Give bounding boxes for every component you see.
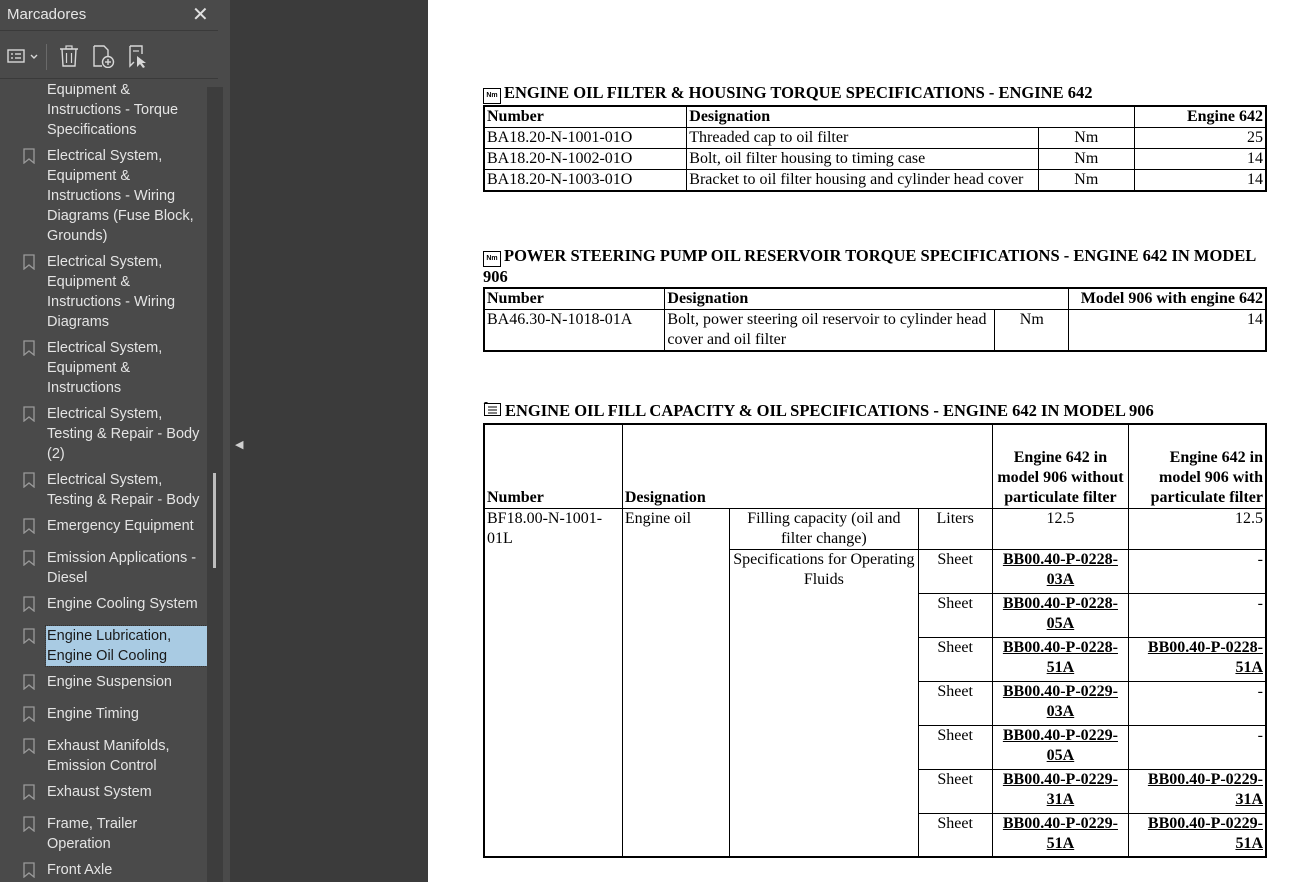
bookmark-label: Electrical System, Testing & Repair - Body [47, 472, 200, 508]
power-steering-torque-table [483, 287, 1267, 352]
torque-nm-icon: Nm [483, 251, 501, 267]
cell-designation: Bolt, oil filter housing to timing case [687, 149, 1038, 170]
cell-unit: Sheet [918, 769, 992, 813]
bookmark-icon [23, 340, 35, 356]
find-bookmark-icon[interactable] [126, 44, 152, 68]
sheet-link[interactable]: BB00.40-P-0229-03A [1002, 682, 1118, 720]
sheet-link[interactable]: BB00.40-P-0228-51A [1002, 638, 1118, 676]
cell-unit: Sheet [918, 681, 992, 725]
section-title-text: ENGINE OIL FILTER & HOUSING TORQUE SPECIFICATIONS - ENGINE 642 [504, 83, 1093, 102]
cell-value: - [1129, 549, 1266, 593]
bookmark-icon [23, 706, 35, 722]
bookmark-icon [23, 674, 35, 690]
cell-value: 14 [1134, 149, 1266, 170]
bookmark-label: Frame, Trailer Operation [47, 816, 138, 852]
header-designation: Designation [622, 424, 992, 508]
torque-nm-icon: Nm [483, 88, 501, 104]
bookmark-label: Electrical System, Equipment & Instructions - Wiring Diagrams (Fuse Block, Grounds) [47, 148, 194, 244]
bookmarks-title: Marcadores [7, 6, 87, 23]
cell-unit: Nm [1038, 170, 1134, 192]
bookmark-label: Engine Cooling System [47, 596, 198, 612]
table-header-row [484, 106, 1266, 128]
cell-unit: Sheet [918, 725, 992, 769]
bookmark-icon [23, 628, 35, 644]
cell-unit: Liters [918, 508, 992, 549]
scrollbar-thumb[interactable] [213, 473, 216, 568]
bookmark-icon [23, 550, 35, 566]
sheet-link[interactable]: BB00.40-P-0228-51A [1147, 638, 1263, 676]
bookmark-icon [23, 596, 35, 612]
sheet-link[interactable]: BB00.40-P-0229-31A [1002, 770, 1118, 808]
bookmark-icon [23, 784, 35, 800]
cell-number: BA18.20-N-1001-01O [484, 128, 687, 149]
bookmark-label: Equipment & Instructions - Torque Specifications [47, 84, 179, 138]
cell-unit: Nm [1038, 128, 1134, 149]
bookmark-label: Engine Lubrication, Engine Oil Cooling [46, 626, 207, 666]
sheet-link[interactable]: BB00.40-P-0228-03A [1002, 550, 1118, 588]
cell-value: 12.5 [992, 508, 1128, 549]
panel-splitter[interactable] [230, 0, 248, 882]
cell-value: 25 [1134, 128, 1266, 149]
cell-unit: Sheet [918, 549, 992, 593]
bookmark-icon [23, 518, 35, 534]
bookmark-label: Electrical System, Equipment & Instructions - Wiring Diagrams [47, 254, 176, 330]
cell-number: BF18.00-N-1001-01L [484, 508, 622, 857]
oil-capacity-table [483, 423, 1267, 858]
bookmark-label: Electrical System, Equipment & Instructions [47, 340, 163, 396]
document-margin [248, 0, 428, 882]
section-title-oil-filter [483, 83, 1092, 104]
header-without-filter: Engine 642 in model 906 without particulate filter [992, 424, 1128, 508]
bookmark-label: Emission Applications - Diesel [47, 550, 197, 586]
section-title-oil-capacity [483, 401, 1154, 421]
table-row [484, 128, 1266, 149]
bookmark-icon [23, 816, 35, 832]
cell-value: - [1129, 725, 1266, 769]
sheet-link[interactable]: BB00.40-P-0229-51A [1147, 814, 1263, 852]
bookmark-icon [23, 472, 35, 488]
header-number: Number [484, 288, 665, 310]
collapse-arrow-icon[interactable]: ◀ [235, 439, 244, 451]
cell-unit: Sheet [918, 593, 992, 637]
options-menu-icon[interactable] [6, 44, 42, 68]
cell-unit: Nm [1038, 149, 1134, 170]
section-title-power-steering [483, 246, 1283, 287]
section-title-text: ENGINE OIL FILL CAPACITY & OIL SPECIFICATIONS - ENGINE 642 IN MODEL 906 [505, 401, 1154, 420]
header-designation: Designation [665, 288, 1069, 310]
bookmark-icon [23, 406, 35, 422]
oil-filter-torque-table [483, 105, 1267, 192]
close-icon[interactable]: ✕ [192, 4, 209, 26]
bookmark-label: Emergency Equipment [47, 518, 194, 534]
table-row [484, 149, 1266, 170]
bookmarks-header [0, 0, 218, 31]
toolbar-divider [46, 44, 47, 70]
delete-bookmark-icon[interactable] [58, 44, 80, 68]
cell-value: - [1129, 593, 1266, 637]
table-row [484, 310, 1266, 352]
sheet-link[interactable]: BB00.40-P-0229-31A [1147, 770, 1263, 808]
bookmark-icon [23, 254, 35, 270]
header-model: Model 906 with engine 642 [1069, 288, 1266, 310]
cell-designation: Bracket to oil filter housing and cylinder head cover [687, 170, 1038, 192]
cell-value: 14 [1134, 170, 1266, 192]
header-designation: Designation [687, 106, 1135, 128]
header-number: Number [484, 106, 687, 128]
table-row [484, 170, 1266, 192]
document-page [428, 0, 1316, 882]
cell-fill-label: Filling capacity (oil and filter change) [730, 508, 918, 549]
bookmark-icon [23, 148, 35, 164]
specifications-icon [483, 401, 505, 420]
cell-unit: Sheet [918, 637, 992, 681]
header-engine: Engine 642 [1134, 106, 1266, 128]
bookmark-label: Engine Suspension [47, 674, 172, 690]
cell-value: - [1129, 681, 1266, 725]
cell-spec-label: Specifications for Operating Fluids [730, 549, 918, 857]
cell-unit: Sheet [918, 813, 992, 857]
bookmark-label: Electrical System, Testing & Repair - Body (2) [47, 406, 200, 462]
bookmark-icon [23, 738, 35, 754]
table-row [484, 508, 1266, 549]
cell-value: 14 [1069, 310, 1266, 352]
table-header-row [484, 424, 1266, 508]
cell-number: BA18.20-N-1003-01O [484, 170, 687, 192]
table-header-row [484, 288, 1266, 310]
bookmarks-panel [0, 0, 230, 882]
cell-number: BA46.30-N-1018-01A [484, 310, 665, 352]
new-bookmark-icon[interactable] [90, 44, 116, 68]
sheet-link[interactable]: BB00.40-P-0229-51A [1002, 814, 1118, 852]
bookmarks-scrollbar[interactable] [207, 87, 223, 882]
cell-value: 12.5 [1129, 508, 1266, 549]
header-number: Number [484, 424, 622, 508]
cell-designation: Bolt, power steering oil reservoir to cylinder head cover and oil filter [665, 310, 995, 352]
cell-number: BA18.20-N-1002-01O [484, 149, 687, 170]
bookmark-list [0, 84, 208, 882]
bookmark-icon [23, 862, 35, 878]
bookmark-label: Front Axle [47, 862, 113, 878]
sheet-link[interactable]: BB00.40-P-0228-05A [1002, 594, 1118, 632]
bookmark-label: Exhaust System [47, 784, 152, 800]
bookmarks-toolbar [0, 36, 218, 79]
cell-unit: Nm [995, 310, 1069, 352]
cell-designation: Engine oil [622, 508, 729, 857]
bookmark-label: Engine Timing [47, 706, 139, 722]
cell-designation: Threaded cap to oil filter [687, 128, 1038, 149]
section-title-text: POWER STEERING PUMP OIL RESERVOIR TORQUE SPECIFICATIONS - ENGINE 642 IN MODEL 906 [483, 246, 1256, 286]
sheet-link[interactable]: BB00.40-P-0229-05A [1002, 726, 1118, 764]
header-with-filter: Engine 642 in model 906 with particulate filter [1129, 424, 1266, 508]
bookmark-label: Exhaust Manifolds, Emission Control [47, 738, 170, 774]
